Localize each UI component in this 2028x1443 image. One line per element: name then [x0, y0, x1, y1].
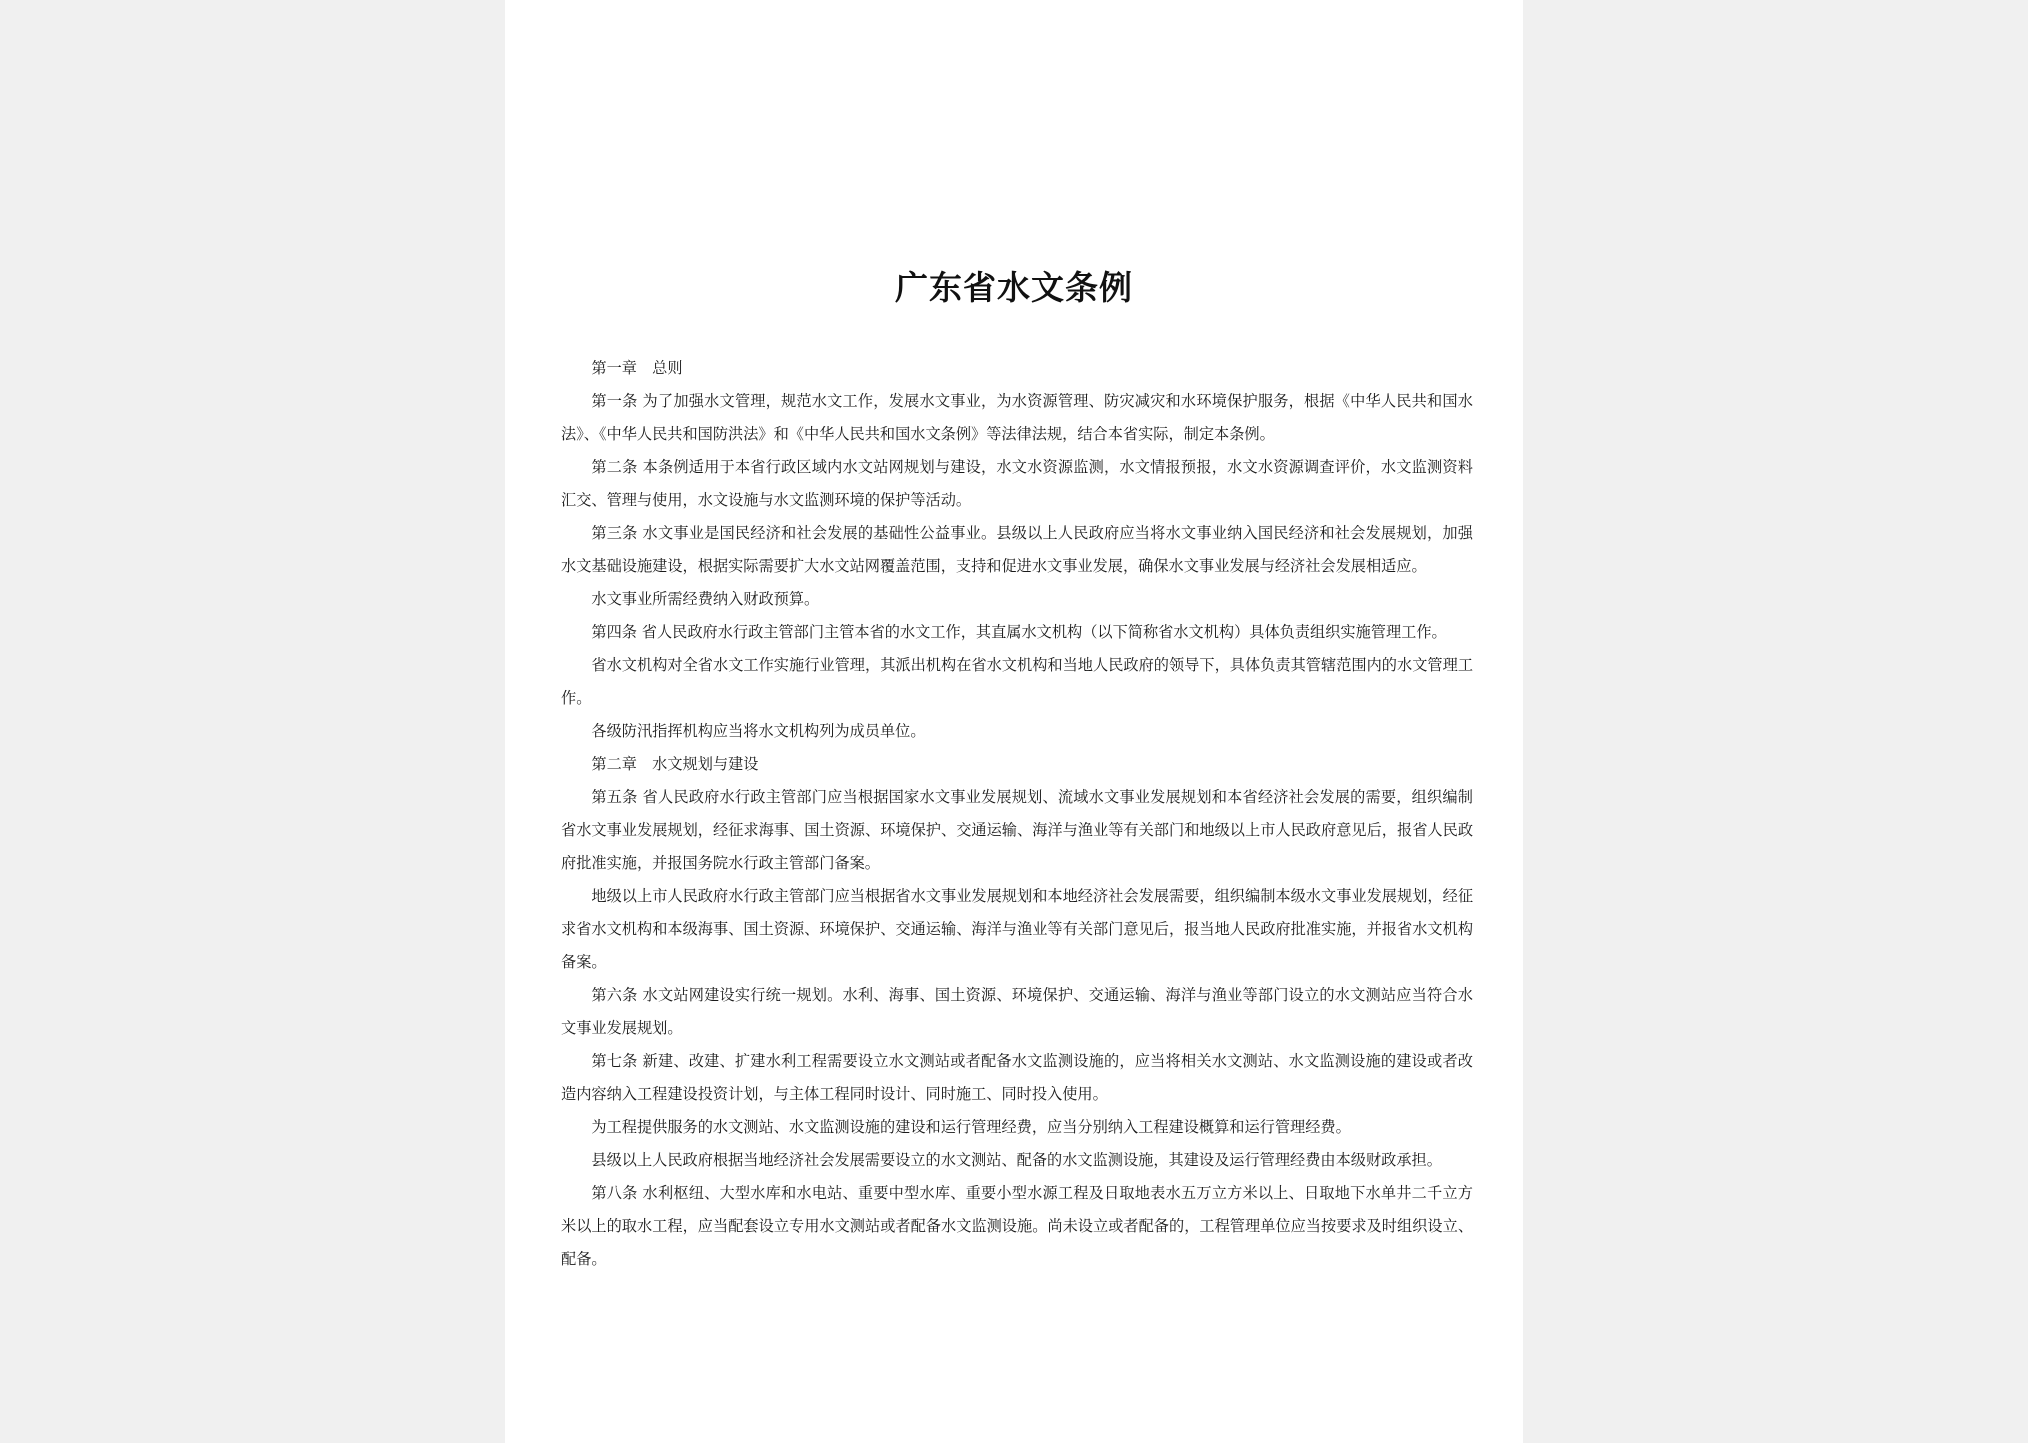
article-paragraph: 第二条 本条例适用于本省行政区域内水文站网规划与建设，水文水资源监测，水文情报预报，水文水资源调查评价，水文监测资料汇交、管理与使用，水文设施与水文监测环境的保护等活动。: [561, 458, 1473, 509]
article-paragraph: 各级防汛指挥机构应当将水文机构列为成员单位。: [591, 722, 926, 740]
article-paragraph: 水文事业所需经费纳入财政预算。: [591, 590, 820, 608]
document-body: [561, 352, 1473, 1276]
document-title: 广东省水文条例: [895, 268, 1133, 307]
article-paragraph: 省水文机构对全省水文工作实施行业管理，其派出机构在省水文机构和当地人民政府的领导下，具体负责其管辖范围内的水文管理工作。: [561, 656, 1473, 707]
article-paragraph: 县级以上人民政府根据当地经济社会发展需要设立的水文测站、配备的水文监测设施，其建设及运行管理经费由本级财政承担。: [591, 1151, 1442, 1169]
article-paragraph: 第八条 水利枢纽、大型水库和水电站、重要中型水库、重要小型水源工程及日取地表水五万立方米以上、日取地下水单井二千立方米以上的取水工程，应当配套设立专用水文测站或者配备水文监测设施。尚未设立或者配备的，工程管理单位应当按要求及时组织设立、配备。: [561, 1184, 1473, 1268]
article-paragraph: 第七条 新建、改建、扩建水利工程需要设立水文测站或者配备水文监测设施的，应当将相关水文测站、水文监测设施的建设或者改造内容纳入工程建设投资计划，与主体工程同时设计、同时施工、同时投入使用。: [561, 1052, 1473, 1103]
article-paragraph: 地级以上市人民政府水行政主管部门应当根据省水文事业发展规划和本地经济社会发展需要，组织编制本级水文事业发展规划，经征求省水文机构和本级海事、国土资源、环境保护、交通运输、海洋与渔业等有关部门意见后，报当地人民政府批准实施，并报省水文机构备案。: [561, 887, 1473, 971]
chapter-heading: 第一章 总则: [591, 359, 683, 377]
chapter-heading: 第二章 水文规划与建设: [591, 755, 759, 773]
article-paragraph: 第六条 水文站网建设实行统一规划。水利、海事、国土资源、环境保护、交通运输、海洋与渔业等部门设立的水文测站应当符合水文事业发展规划。: [561, 986, 1473, 1037]
article-paragraph: 第一条 为了加强水文管理，规范水文工作，发展水文事业，为水资源管理、防灾减灾和水环境保护服务，根据《中华人民共和国水法》、《中华人民共和国防洪法》和《中华人民共和国水文条例》等法律法规，结合本省实际，制定本条例。: [561, 392, 1473, 443]
article-paragraph: 第三条 水文事业是国民经济和社会发展的基础性公益事业。县级以上人民政府应当将水文事业纳入国民经济和社会发展规划，加强水文基础设施建设，根据实际需要扩大水文站网覆盖范围，支持和促进水文事业发展，确保水文事业发展与经济社会发展相适应。: [561, 524, 1473, 575]
article-paragraph: 第四条 省人民政府水行政主管部门主管本省的水文工作，其直属水文机构（以下简称省水文机构）具体负责组织实施管理工作。: [591, 623, 1447, 641]
article-paragraph: 为工程提供服务的水文测站、水文监测设施的建设和运行管理经费，应当分别纳入工程建设概算和运行管理经费。: [591, 1118, 1351, 1136]
article-paragraph: 第五条 省人民政府水行政主管部门应当根据国家水文事业发展规划、流域水文事业发展规划和本省经济社会发展的需要，组织编制省水文事业发展规划，经征求海事、国土资源、环境保护、交通运输、海洋与渔业等有关部门和地级以上市人民政府意见后，报省人民政府批准实施，并报国务院水行政主管部门备案。: [561, 788, 1473, 872]
document-page: [505, 0, 1523, 1443]
